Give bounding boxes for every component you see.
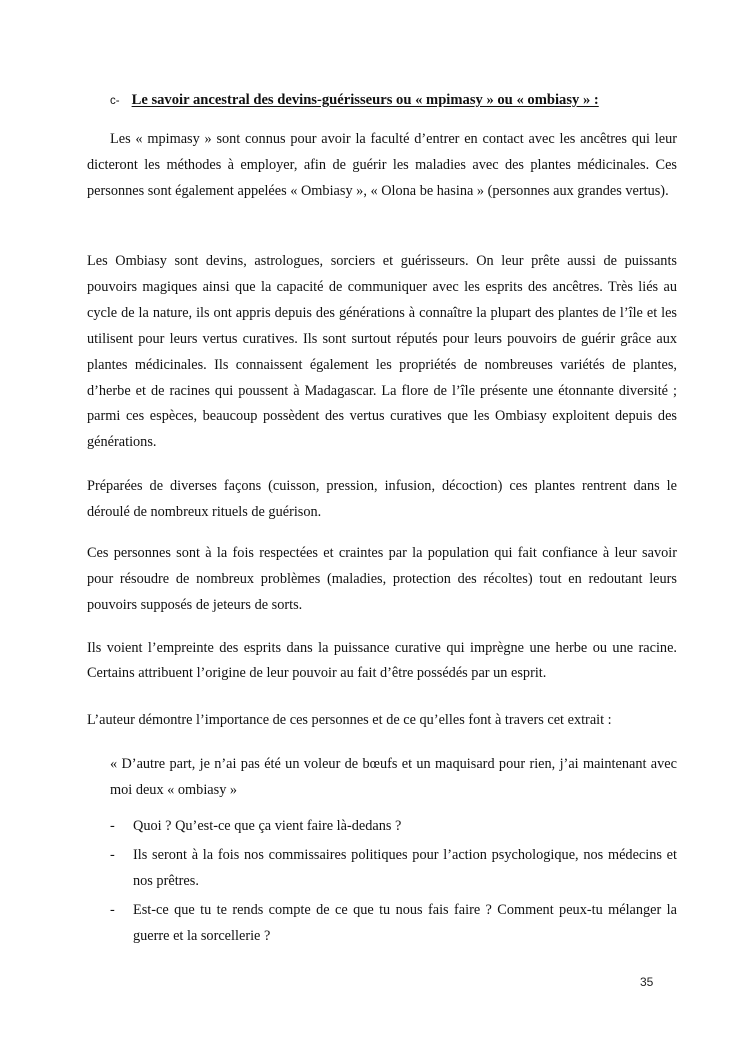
section-marker: c-	[110, 95, 120, 107]
paragraph-mpimasy: Les « mpimasy » sont connus pour avoir la faculté d’entrer en contact avec les ancêtres qui leur dicteront les méthodes à employer, afin de guérir les maladies avec des plantes médicinales. Ces personnes sont également appelées « Ombiasy », « Olona be hasina » (personnes aux grandes vertus).	[87, 131, 677, 199]
dialog-line	[110, 842, 677, 894]
paragraph-respect: Ces personnes sont à la fois respectées et craintes par la population qui fait confiance à leur savoir pour résoudre de nombreux problèmes (maladies, protection des récoltes) tout en redoutant leurs pouvoirs supposés de jeteurs de sorts.	[87, 545, 677, 613]
quote-extract: « D’autre part, je n’ai pas été un voleur de bœufs et un maquisard pour rien, j’ai maintenant avec moi deux « ombiasy »	[110, 756, 677, 798]
paragraph-esprits: Ils voient l’empreinte des esprits dans la puissance curative qui imprègne une herbe ou une racine. Certains attribuent l’origine de leur pouvoir au fait d’être possédés par un esprit.	[87, 640, 677, 681]
dialog-dash: -	[110, 847, 115, 863]
dialog-text: Quoi ? Qu’est-ce que ça vient faire là-dedans ?	[133, 818, 402, 834]
paragraph-ombiasy: Les Ombiasy sont devins, astrologues, sorciers et guérisseurs. On leur prête aussi de puissants pouvoirs magiques ainsi que la capacité de communiquer avec les esprits des ancêtres. Très liés au cycle de la nature, ils ont appris depuis des générations à connaître la plupart des plantes de l’île et les utilisent pour leurs vertus curatives. Ils sont surtout réputés pour leurs pouvoirs de guérir grâce aux plantes médicinales. Ils connaissent également les propriétés de nombreuses variétés de plantes, d’herbe et de racines qui poussent à Madagascar. La flore de l’île présente une étonnante diversité ; parmi ces espèces, beaucoup possèdent des vertus curatives que les Ombiasy exploitent depuis des générations.	[87, 253, 677, 451]
section-heading	[110, 90, 599, 111]
dialog-line	[110, 813, 677, 839]
paragraph-preparations: Préparées de diverses façons (cuisson, pression, infusion, décoction) ces plantes rentrent dans le déroulé de nombreux rituels de guérison.	[87, 478, 677, 520]
page-number: 35	[640, 975, 654, 989]
dialog-text: Est-ce que tu te rends compte de ce que tu nous fais faire ? Comment peux-tu mélanger la guerre et la sorcellerie ?	[133, 902, 677, 944]
dialog-list	[110, 813, 677, 952]
dialog-dash: -	[110, 818, 115, 834]
section-title: Le savoir ancestral des devins-guérisseurs ou « mpimasy » ou « ombiasy » :	[131, 92, 599, 108]
dialog-line	[110, 897, 677, 949]
paragraph-auteur: L’auteur démontre l’importance de ces personnes et de ce qu’elles font à travers cet extrait :	[87, 712, 612, 728]
dialog-dash: -	[110, 902, 115, 918]
dialog-text: Ils seront à la fois nos commissaires politiques pour l’action psychologique, nos médecins et nos prêtres.	[133, 847, 677, 889]
